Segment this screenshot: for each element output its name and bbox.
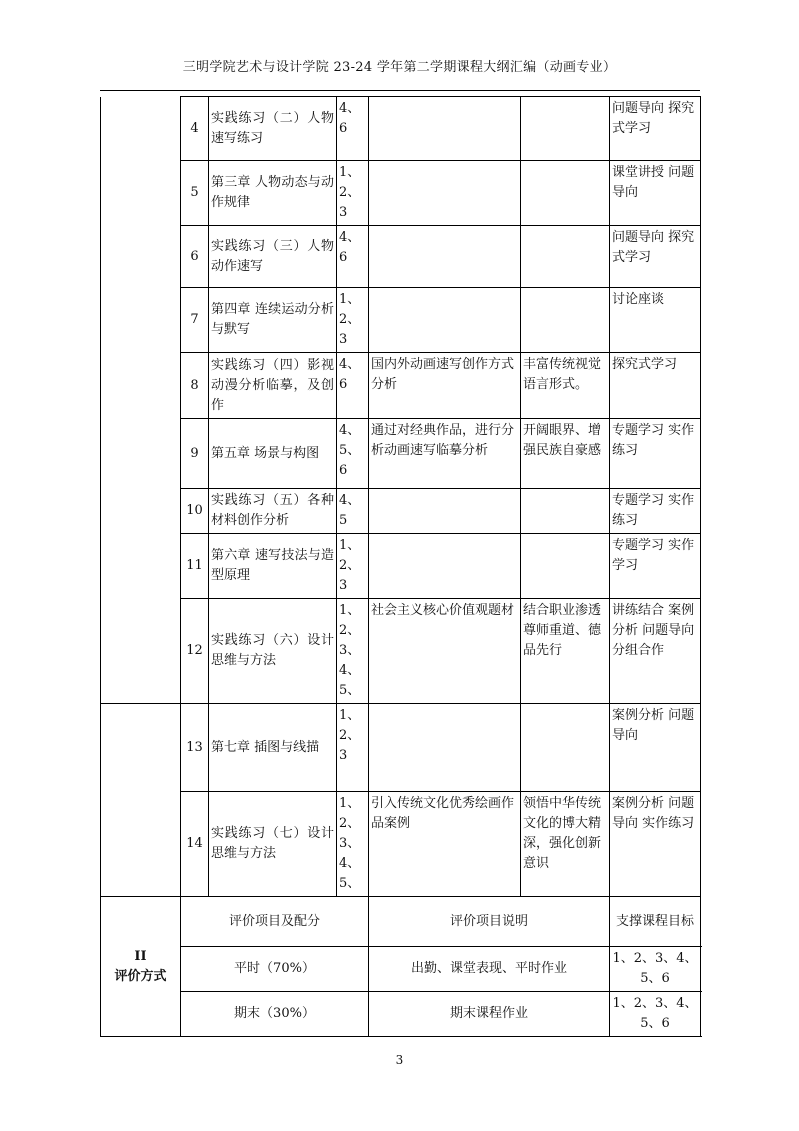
objectives-cell: 1、2、3、4、5、	[337, 599, 369, 704]
evaluation-section-label: II 评价方式	[101, 897, 181, 1037]
goal-cell: 结合职业渗透尊师重道、德品先行	[521, 599, 610, 704]
table-row	[101, 534, 701, 599]
objectives-cell: 1、2、3	[337, 704, 369, 792]
method-cell: 讲练结合 案例分析 问题导向 分组合作	[610, 599, 701, 704]
eval-item: 平时（70%）	[181, 947, 369, 992]
week-number: 5	[181, 161, 209, 226]
ideology-cell	[369, 97, 521, 161]
eval-target: 1、2、3、4、5、6	[610, 992, 701, 1037]
eval-desc: 出勤、课堂表现、平时作业	[369, 947, 610, 992]
content-cell: 第五章 场景与构图	[209, 419, 337, 489]
objectives-cell: 4、5	[337, 489, 369, 534]
week-number: 10	[181, 489, 209, 534]
week-number: 4	[181, 97, 209, 161]
eval-desc: 期末课程作业	[369, 992, 610, 1037]
ideology-cell	[369, 704, 521, 792]
table-row	[101, 288, 701, 353]
eval-header-target: 支撑课程目标	[610, 897, 701, 947]
week-number: 13	[181, 704, 209, 792]
table-row	[101, 161, 701, 226]
objectives-cell: 1、2、3	[337, 534, 369, 599]
method-cell: 课堂讲授 问题导向	[610, 161, 701, 226]
method-cell: 问题导向 探究式学习	[610, 226, 701, 288]
table-row	[101, 226, 701, 288]
method-cell: 案例分析 问题导向	[610, 704, 701, 792]
method-cell: 探究式学习	[610, 353, 701, 419]
page-header: 三明学院艺术与设计学院 23-24 学年第二学期课程大纲汇编（动画专业）	[182, 60, 617, 75]
week-number: 7	[181, 288, 209, 353]
header-rule	[100, 90, 700, 91]
ideology-cell	[369, 288, 521, 353]
table-row	[101, 489, 701, 534]
objectives-cell: 1、2、3	[337, 161, 369, 226]
table-row	[101, 599, 701, 704]
week-number: 12	[181, 599, 209, 704]
ideology-cell: 通过对经典作品，进行分析动画速写临摹分析	[369, 419, 521, 489]
objectives-cell: 4、6	[337, 353, 369, 419]
left-merged-cell-b	[101, 704, 181, 897]
goal-cell	[521, 534, 610, 599]
goal-cell: 领悟中华传统文化的博大精深，强化创新意识	[521, 792, 610, 897]
content-cell: 第三章 人物动态与动作规律	[209, 161, 337, 226]
goal-cell	[521, 489, 610, 534]
objectives-cell: 4、6	[337, 226, 369, 288]
goal-cell	[521, 226, 610, 288]
ideology-cell	[369, 161, 521, 226]
eval-target: 1、2、3、4、5、6	[610, 947, 701, 992]
method-cell: 专题学习 实作练习	[610, 489, 701, 534]
content-cell: 实践练习（五）各种材料创作分析	[209, 489, 337, 534]
syllabus-table	[100, 96, 701, 1037]
content-cell: 实践练习（二）人物速写练习	[209, 97, 337, 161]
week-number: 8	[181, 353, 209, 419]
method-cell: 讨论座谈	[610, 288, 701, 353]
content-cell: 第六章 速写技法与造型原理	[209, 534, 337, 599]
objectives-cell: 1、2、3、4、5、	[337, 792, 369, 897]
week-number: 11	[181, 534, 209, 599]
week-number: 9	[181, 419, 209, 489]
page-number: 3	[395, 1053, 404, 1067]
week-number: 14	[181, 792, 209, 897]
content-cell: 第七章 插图与线描	[209, 704, 337, 792]
content-cell: 第四章 连续运动分析与默写	[209, 288, 337, 353]
week-number: 6	[181, 226, 209, 288]
goal-cell	[521, 161, 610, 226]
table-row	[101, 792, 701, 897]
objectives-cell: 4、6	[337, 97, 369, 161]
ideology-cell: 引入传统文化优秀绘画作品案例	[369, 792, 521, 897]
goal-cell: 丰富传统视觉语言形式。	[521, 353, 610, 419]
table-row	[101, 97, 701, 161]
ideology-cell	[369, 489, 521, 534]
ideology-cell: 社会主义核心价值观题材	[369, 599, 521, 704]
method-cell: 案例分析 问题导向 实作练习	[610, 792, 701, 897]
ideology-cell	[369, 226, 521, 288]
objectives-cell: 1、2、3	[337, 288, 369, 353]
content-cell: 实践练习（四）影视动漫分析临摹，及创作	[209, 353, 337, 419]
table-row	[101, 353, 701, 419]
ideology-cell	[369, 534, 521, 599]
objectives-cell: 4、5、6	[337, 419, 369, 489]
goal-cell: 开阔眼界、增强民族自豪感	[521, 419, 610, 489]
table-row	[101, 704, 701, 792]
eval-header-desc: 评价项目说明	[369, 897, 610, 947]
content-cell: 实践练习（六）设计思维与方法	[209, 599, 337, 704]
goal-cell	[521, 288, 610, 353]
content-cell: 实践练习（三）人物动作速写	[209, 226, 337, 288]
table-row	[101, 419, 701, 489]
eval-item: 期末（30%）	[181, 992, 369, 1037]
method-cell: 专题学习 实作练习	[610, 419, 701, 489]
ideology-cell: 国内外动画速写创作方式分析	[369, 353, 521, 419]
goal-cell	[521, 97, 610, 161]
method-cell: 专题学习 实作学习	[610, 534, 701, 599]
eval-header-item: 评价项目及配分	[181, 897, 369, 947]
method-cell: 问题导向 探究式学习	[610, 97, 701, 161]
goal-cell	[521, 704, 610, 792]
left-merged-cell-a	[101, 97, 181, 704]
content-cell: 实践练习（七）设计思维与方法	[209, 792, 337, 897]
